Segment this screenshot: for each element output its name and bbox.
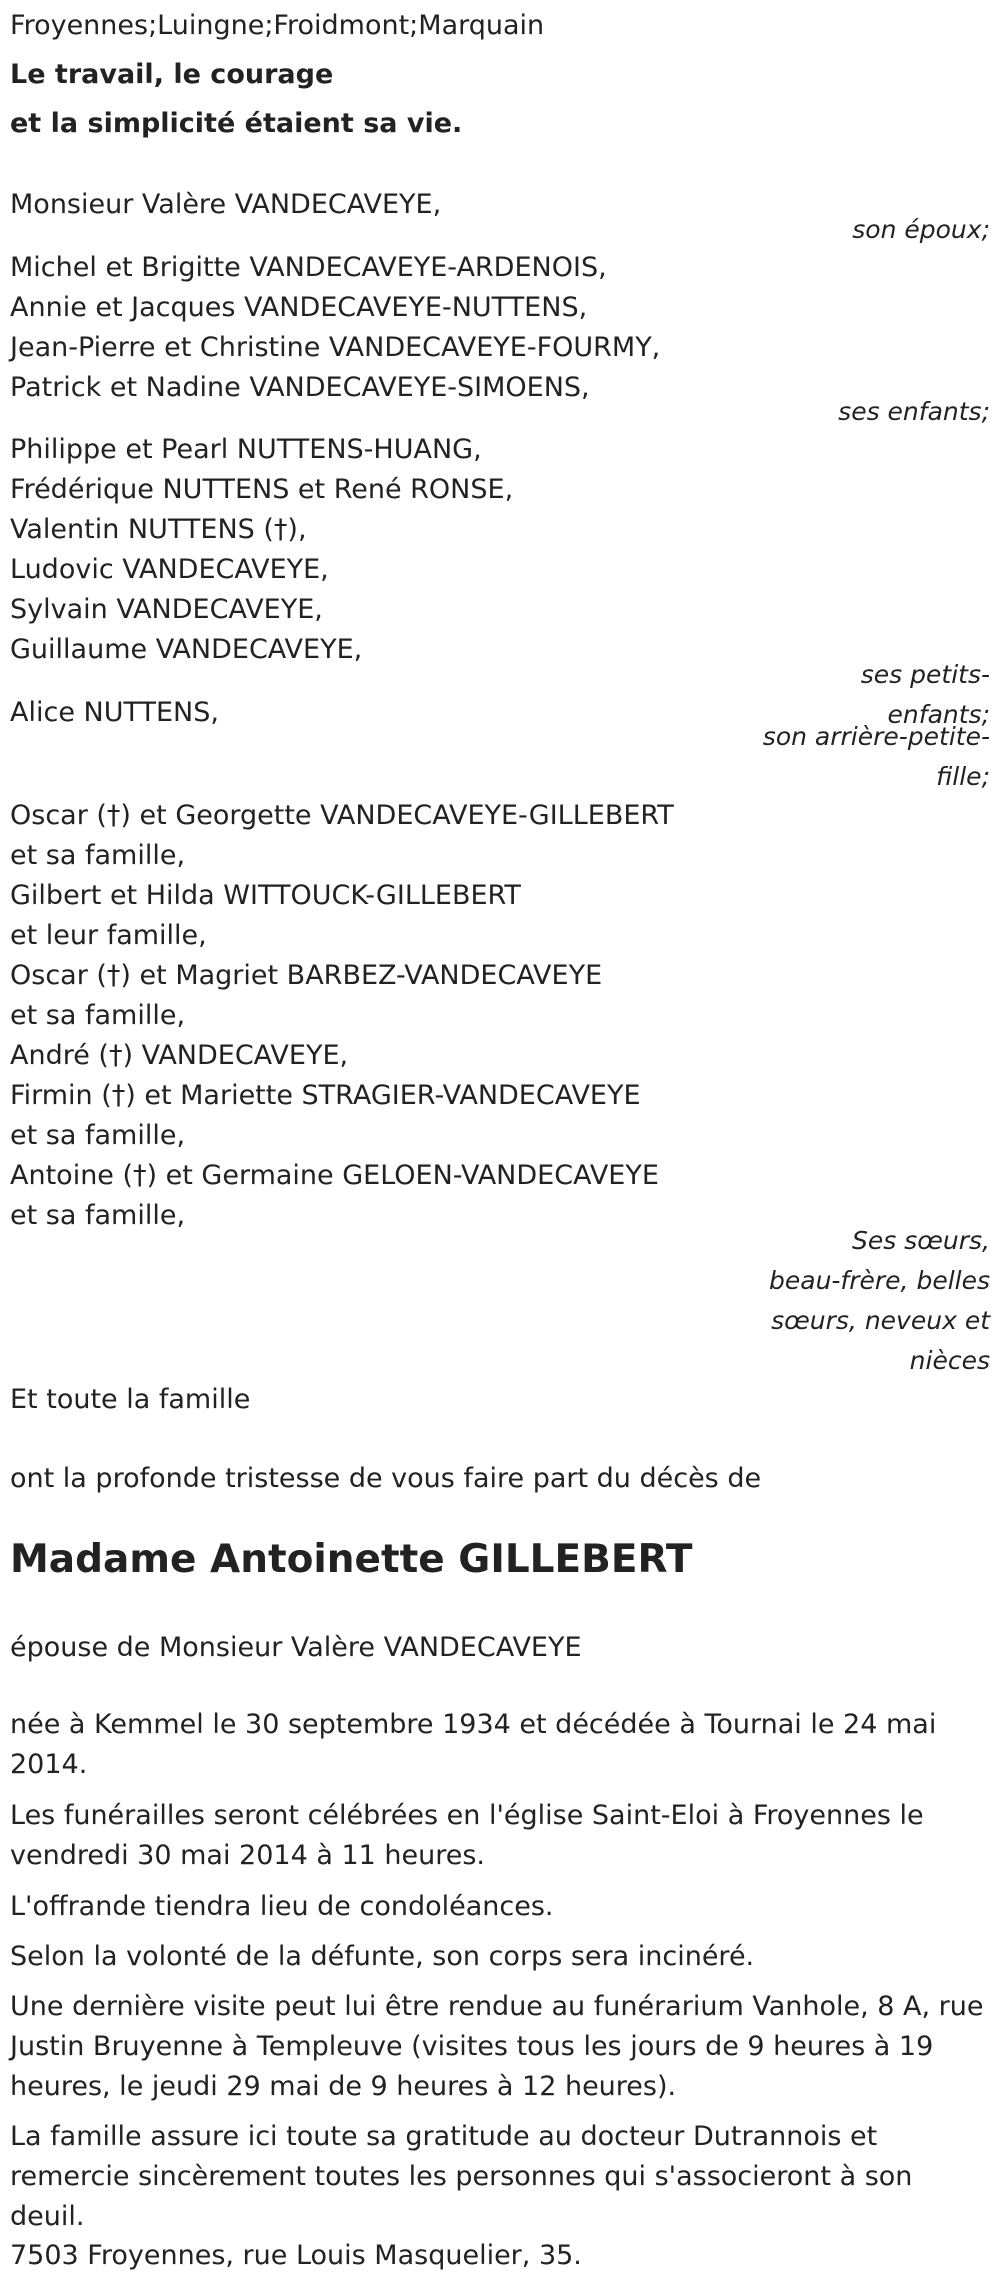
child-name: Annie et Jacques VANDECAVEYE-NUTTENS, (10, 292, 588, 323)
motto-line-1: Le travail, le courage (10, 59, 334, 90)
funeral-paragraph: Les funérailles seront célébrées en l'église Saint-Eloi à Froyennes le vendredi 30 mai 2014 à 11 heures. (10, 1800, 924, 1871)
motto-line-2: et la simplicité étaient sa vie. (10, 108, 463, 139)
great-grandchild-role-line: son arrière-petite- (762, 722, 990, 751)
siblings-role-line: Ses sœurs, (851, 1226, 990, 1255)
grandchildren-role: ses petits-enfants; (860, 660, 990, 729)
birth-death-paragraph: née à Kemmel le 30 septembre 1934 et décédée à Tournai le 24 mai 2014. (10, 1709, 937, 1780)
sibling-line: Oscar (†) et Magriet BARBEZ-VANDECAVEYE (10, 960, 603, 991)
child-name: Michel et Brigitte VANDECAVEYE-ARDENOIS, (10, 252, 607, 283)
spouse-role: son époux; (852, 215, 990, 244)
sibling-line: et sa famille, (10, 840, 186, 871)
sibling-line: Oscar (†) et Georgette VANDECAVEYE-GILLEBERT (10, 800, 674, 831)
grandchild-name: Sylvain VANDECAVEYE, (10, 594, 323, 625)
cremation-paragraph: Selon la volonté de la défunte, son corps sera incinéré. (10, 1941, 755, 1972)
visit-paragraph: Une dernière visite peut lui être rendue au funérarium Vanhole, 8 A, rue Justin Bruyenne à Templeuve (visites tous les jours de 9 heures à 19 heures, le jeudi 29 mai de 9 heures à 12 heures). (10, 1991, 984, 2102)
header-locations: Froyennes;Luingne;Froidmont;Marquain (10, 10, 545, 41)
sibling-line: Firmin (†) et Mariette STRAGIER-VANDECAVEYE (10, 1080, 641, 1111)
gratitude-paragraph: La famille assure ici toute sa gratitude au docteur Dutrannois et remercie sincèrement toutes les personnes qui s'associeront à son deuil. (10, 2121, 913, 2232)
grandchild-name: Frédérique NUTTENS et René RONSE, (10, 474, 514, 505)
deceased-name: Madame Antoinette GILLEBERT (10, 1537, 693, 1582)
siblings-role-line: sœurs, neveux et (771, 1306, 990, 1335)
children-role: ses enfants; (838, 397, 990, 426)
child-name: Jean-Pierre et Christine VANDECAVEYE-FOURMY, (10, 332, 661, 363)
sibling-line: et leur famille, (10, 920, 207, 951)
sibling-line: et sa famille, (10, 1000, 186, 1031)
address: 7503 Froyennes, rue Louis Masquelier, 35. (10, 2240, 582, 2271)
grandchild-name: Valentin NUTTENS (†), (10, 514, 307, 545)
spouse-name: Monsieur Valère VANDECAVEYE, (10, 189, 442, 220)
grandchild-name: Guillaume VANDECAVEYE, (10, 634, 363, 665)
announcement-intro: ont la profonde tristesse de vous faire part du décès de (10, 1463, 762, 1494)
grandchild-name: Ludovic VANDECAVEYE, (10, 554, 329, 585)
sibling-line: et sa famille, (10, 1120, 186, 1151)
sibling-line: et sa famille, (10, 1200, 186, 1231)
all-family: Et toute la famille (10, 1384, 251, 1415)
sibling-line: Gilbert et Hilda WITTOUCK-GILLEBERT (10, 880, 521, 911)
sibling-line: Antoine (†) et Germaine GELOEN-VANDECAVEYE (10, 1160, 659, 1191)
sibling-line: André (†) VANDECAVEYE, (10, 1040, 349, 1071)
great-grandchild-role-line: fille; (936, 762, 990, 791)
great-grandchild-name: Alice NUTTENS, (10, 697, 219, 728)
grandchild-name: Philippe et Pearl NUTTENS-HUANG, (10, 434, 482, 465)
spouse-of: épouse de Monsieur Valère VANDECAVEYE (10, 1632, 582, 1663)
child-name: Patrick et Nadine VANDECAVEYE-SIMOENS, (10, 372, 590, 403)
siblings-role-line: nièces (909, 1346, 990, 1375)
siblings-role-line: beau-frère, belles (769, 1266, 990, 1295)
offering-paragraph: L'offrande tiendra lieu de condoléances. (10, 1891, 554, 1922)
